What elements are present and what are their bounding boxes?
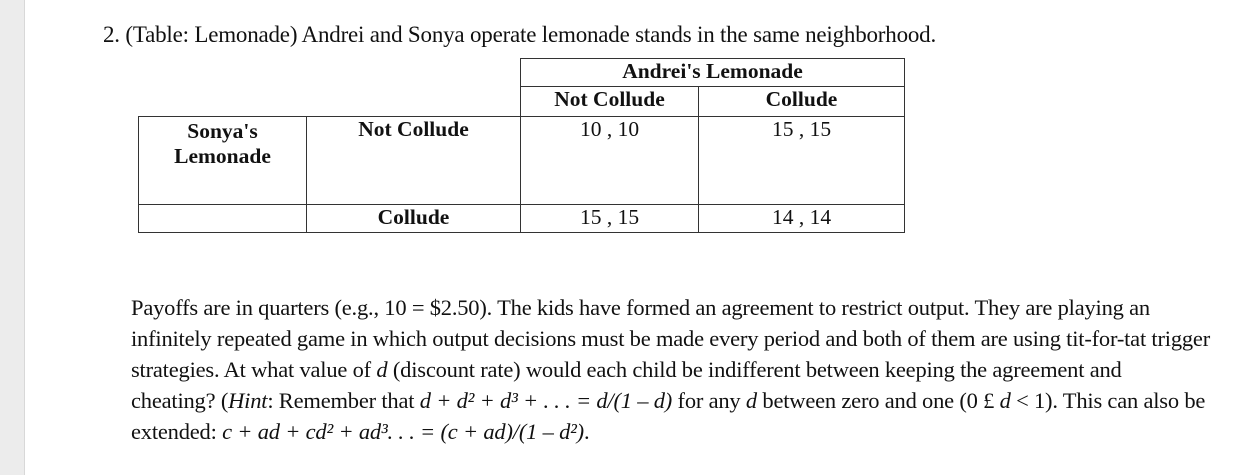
left-gutter-edge bbox=[24, 0, 25, 475]
column-header-collude: Collude bbox=[699, 87, 905, 117]
question-heading: 2. (Table: Lemonade) Andrei and Sonya operate lemonade stands in the same neighborhood. bbox=[103, 22, 937, 47]
payoff-cell-collude-not-collude: 15 , 15 bbox=[521, 205, 699, 233]
payoff-cell-not-collude-collude: 15 , 15 bbox=[699, 117, 905, 205]
formula-geometric-series: d + d² + d³ + . . . = d/(1 – d) bbox=[419, 388, 673, 413]
payoff-table bbox=[138, 58, 905, 233]
hint-label: Hint bbox=[228, 388, 268, 413]
row-player-label-text: Sonya's Lemonade bbox=[174, 119, 271, 168]
formula-extended-series: c + ad + cd² + ad³. . . = (c + ad)/(1 – d²) bbox=[222, 419, 584, 444]
problem-description: Payoffs are in quarters (e.g., 10 = $2.50). The kids have formed an agreement to restrict output. They are playing an infinitely repeated game in which output decisions must be made every period and both of them are using tit-for-tat trigger strategies. At what value of d (discount rate) would each child be indifferent between keeping the agreement and cheating? (Hint: Remember that d + d² + d³ + . . . = d/(1 – d) for any d between zero and one (0 £ d < 1). This can also be extended: c + ad + cd² + ad³. . . = (c + ad)/(1 – d²). bbox=[131, 295, 1210, 444]
var-d: d bbox=[745, 388, 757, 413]
var-d: d bbox=[999, 388, 1011, 413]
column-player-label: Andrei's Lemonade bbox=[521, 59, 905, 87]
row-label-not-collude: Not Collude bbox=[307, 117, 521, 205]
payoff-cell-collude-collude: 14 , 14 bbox=[699, 205, 905, 233]
var-d: d bbox=[376, 357, 388, 382]
left-gutter bbox=[0, 0, 24, 475]
row-player-label bbox=[139, 117, 307, 205]
row-label-collude: Collude bbox=[307, 205, 521, 233]
payoff-cell-not-collude-not-collude: 10 , 10 bbox=[521, 117, 699, 205]
column-header-not-collude: Not Collude bbox=[521, 87, 699, 117]
